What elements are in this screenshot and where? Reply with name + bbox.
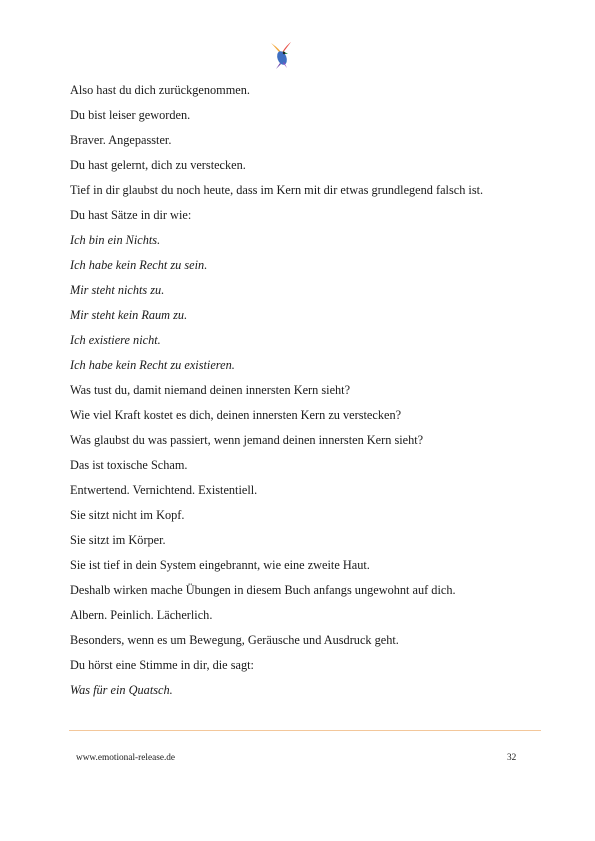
body-sentence: Albern. Peinlich. Lächerlich. <box>70 608 213 622</box>
footer-divider <box>69 730 541 731</box>
body-sentence: Was tust du, damit niemand deinen innersten Kern sieht? <box>70 383 351 397</box>
page-number: 32 <box>507 753 517 763</box>
body-sentence: Das ist toxische Scham. <box>70 458 188 472</box>
italic-sentence: Mir steht kein Raum zu. <box>70 308 188 322</box>
body-sentence: Braver. Angepasster. <box>70 133 172 147</box>
body-sentence: Deshalb wirken mache Übungen in diesem Buch anfangs ungewohnt auf dich. <box>70 583 456 597</box>
body-sentence: Besonders, wenn es um Bewegung, Geräusche und Ausdruck geht. <box>70 633 399 647</box>
body-sentence: Du hast gelernt, dich zu verstecken. <box>70 158 246 172</box>
hummingbird-icon <box>268 42 294 70</box>
body-sentence: Was glaubst du was passiert, wenn jemand deinen innersten Kern sieht? <box>70 433 424 447</box>
body-sentence: Sie sitzt nicht im Kopf. <box>70 508 185 522</box>
page-body <box>70 83 540 708</box>
body-sentence: Du hörst eine Stimme in dir, die sagt: <box>70 658 254 672</box>
body-sentence: Also hast du dich zurückgenommen. <box>70 83 250 97</box>
body-sentence: Entwertend. Vernichtend. Existentiell. <box>70 483 258 497</box>
italic-sentence: Ich habe kein Recht zu existieren. <box>70 358 235 372</box>
italic-sentence: Mir steht nichts zu. <box>70 283 165 297</box>
italic-sentence: Ich existiere nicht. <box>70 333 161 347</box>
body-sentence: Du bist leiser geworden. <box>70 108 191 122</box>
footer-website: www.emotional-release.de <box>76 753 176 763</box>
italic-sentence: Ich habe kein Recht zu sein. <box>70 258 208 272</box>
body-sentence: Du hast Sätze in dir wie: <box>70 208 192 222</box>
body-sentence: Tief in dir glaubst du noch heute, dass im Kern mit dir etwas grundlegend falsch ist. <box>70 183 484 197</box>
italic-sentence: Was für ein Quatsch. <box>70 683 173 697</box>
body-sentence: Sie ist tief in dein System eingebrannt, wie eine zweite Haut. <box>70 558 370 572</box>
body-sentence: Sie sitzt im Körper. <box>70 533 166 547</box>
italic-sentence: Ich bin ein Nichts. <box>70 233 161 247</box>
body-sentence: Wie viel Kraft kostet es dich, deinen innersten Kern zu verstecken? <box>70 408 402 422</box>
